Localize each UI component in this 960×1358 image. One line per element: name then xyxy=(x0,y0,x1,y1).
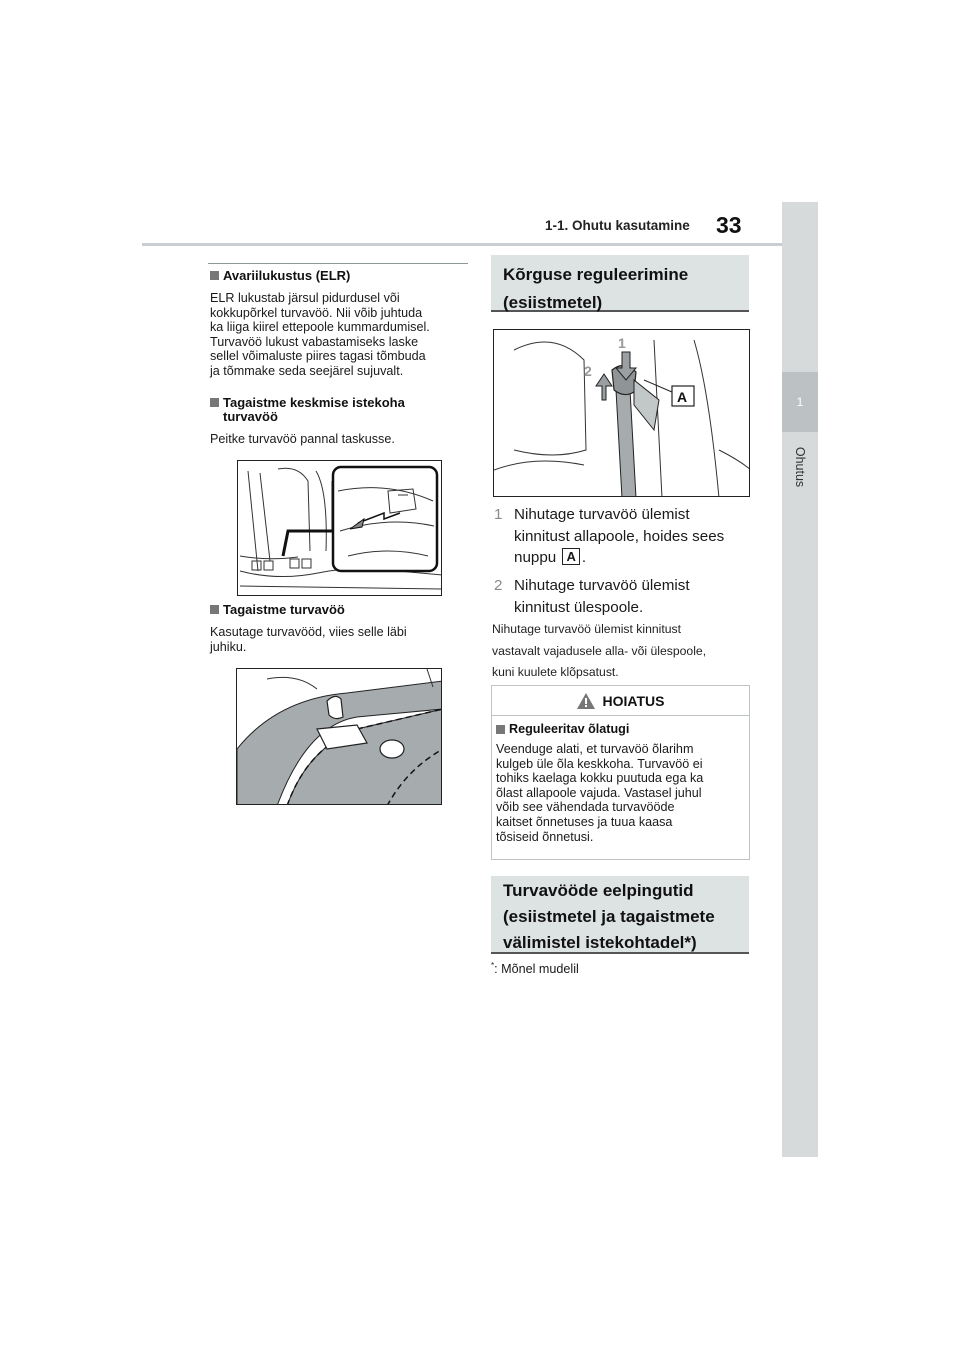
warning-box xyxy=(491,685,750,860)
footnote xyxy=(491,961,579,976)
label-a-box: A xyxy=(562,548,579,565)
step-number: 2 xyxy=(494,577,503,594)
header-rule xyxy=(142,243,782,246)
rear-belt-body: Kasutage turvavööd, viies selle läbi juhiku. xyxy=(210,625,407,654)
square-bullet-icon xyxy=(210,271,219,280)
elr-body: ELR lukustab järsul pidurdusel või kokkupõrkel turvavöö. Nii võib juhtuda ka liiga kiirel ettepoole kummardumisel. Turvavöö lukust vabastamiseks laske sellel võimaluste piires tagasi tõmbuda ja tõmmake seda seejärel sujuvalt. xyxy=(210,291,430,378)
step-text: Nihutage turvavöö ülemist kinnitust allapoole, hoides sees nuppu A . xyxy=(514,506,725,566)
footnote-mark: * xyxy=(491,961,495,970)
square-bullet-icon xyxy=(210,398,219,407)
left-column-rule xyxy=(208,263,468,264)
height-adjust-note: Nihutage turvavöö ülemist kinnitust vastavalt vajadusele alla- või ülespoole, kuni kuulete klõpsatust. xyxy=(492,622,707,679)
center-belt-illustration xyxy=(238,461,442,596)
height-adjust-figure xyxy=(493,329,750,497)
warning-subheading: Reguleeritav õlatugi xyxy=(496,722,629,736)
height-adjust-illustration xyxy=(494,330,750,497)
step-1 xyxy=(494,504,724,569)
chapter-number: 1 xyxy=(796,395,804,409)
elr-heading: Avariilukustus (ELR) xyxy=(210,269,350,283)
square-bullet-icon xyxy=(210,605,219,614)
belt-guide-figure xyxy=(236,668,442,805)
page-number: 33 xyxy=(716,212,742,238)
figure-label-a: A xyxy=(677,389,688,405)
square-bullet-icon xyxy=(496,725,505,734)
center-belt-body: Peitke turvavöö pannal taskusse. xyxy=(210,432,395,446)
center-belt-heading: Tagaistme keskmise istekoha turvavöö xyxy=(210,396,405,424)
step-2 xyxy=(494,575,690,618)
step-text: Nihutage turvavöö ülemist kinnitust ülespoole. xyxy=(514,577,690,616)
warning-triangle-icon xyxy=(577,693,595,709)
rear-belt-heading: Tagaistme turvavöö xyxy=(210,603,345,617)
figure-label-1: 1 xyxy=(618,335,626,351)
warning-header xyxy=(492,686,749,716)
section-title: 1-1. Ohutu kasutamine xyxy=(545,218,690,233)
figure-label-2: 2 xyxy=(584,363,592,379)
chapter-number-box xyxy=(782,372,818,432)
warning-title: HOIATUS xyxy=(602,692,665,709)
chapter-label-box xyxy=(784,437,816,497)
belt-guide-illustration xyxy=(237,669,442,805)
warning-body: Veenduge alati, et turvavöö õlarihm kulgeb üle õla keskkoha. Turvavöö ei tohiks kaelaga kokku puutuda ega ka õlast allapoole vajuda. Vastasel juhul võib see vähendada turvavööde kaitset õnnetuses ja tuua kaasa tõsiseid õnnetusi. xyxy=(496,742,704,844)
footnote-text: : Mõnel mudelil xyxy=(494,962,579,976)
chapter-label: Ohutus xyxy=(793,446,807,488)
height-adjust-heading: Kõrguse reguleerimine (esiistmetel) xyxy=(491,255,749,312)
step-number: 1 xyxy=(494,506,503,523)
chapter-side-strip xyxy=(782,202,818,1157)
pretensioners-heading: Turvavööde eelpingutid (esiistmetel ja tagaistmete välimistel istekohtadel*) xyxy=(491,876,749,954)
center-belt-figure xyxy=(237,460,442,596)
